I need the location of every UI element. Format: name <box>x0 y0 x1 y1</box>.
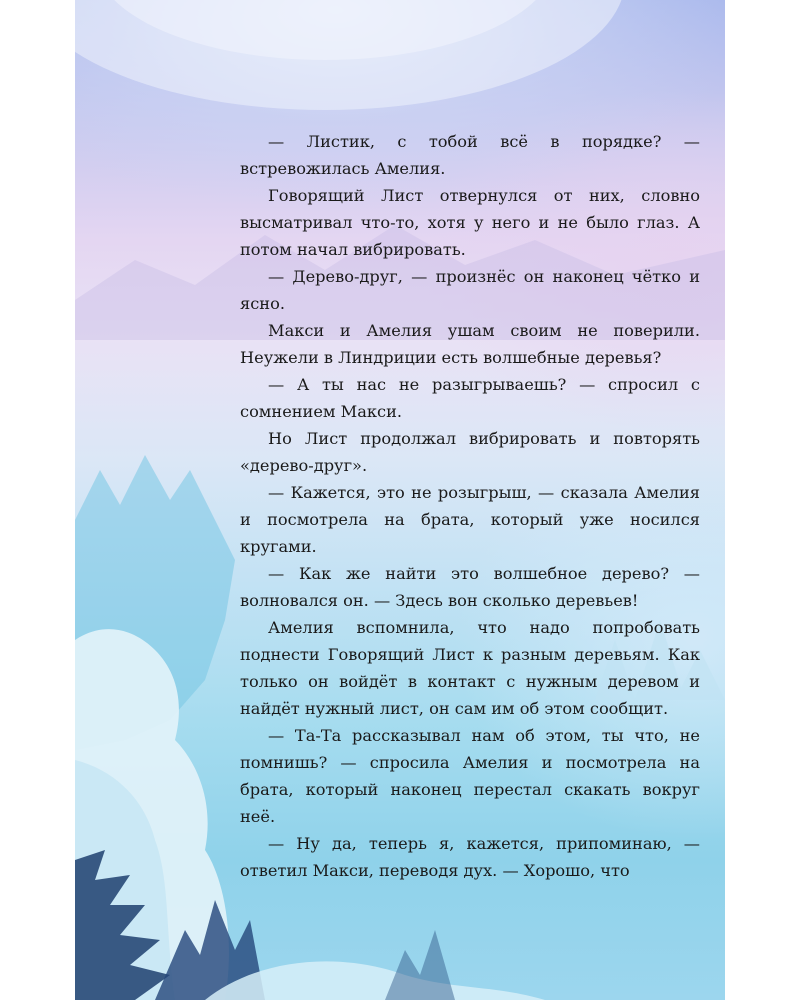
paragraph-7: — Кажется, это не розыгрыш, — сказала Амелия и посмотрела на брата, который уже носился кругами. <box>240 483 700 556</box>
paragraph-9: Амелия вспомнила, что надо попробовать поднести Говорящий Лист к разным деревьям. Как только он войдёт в контакт с нужным деревом и найдёт нужный лист, он сам им об этом сообщит. <box>240 618 700 718</box>
paragraph-2: Говорящий Лист отвернулся от них, словно высматривал что-то, хотя у него и не было глаз. А потом начал вибрировать. <box>240 186 700 259</box>
paragraph-10: — Та-Та рассказывал нам об этом, ты что, не помнишь? — спросила Амелия и посмотрела на брата, который наконец перестал скакать вокруг неё. <box>240 726 700 826</box>
dark-tree-bottom-right <box>385 930 455 1000</box>
story-text <box>240 128 700 884</box>
paragraph-6: Но Лист продолжал вибрировать и повторять «дерево-друг». <box>240 429 700 475</box>
book-page <box>75 0 725 1000</box>
paragraph-8: — Как же найти это волшебное дерево? — волновался он. — Здесь вон сколько деревьев! <box>240 564 700 610</box>
paragraph-1: — Листик, с тобой всё в порядке? — встревожилась Амелия. <box>240 132 700 178</box>
paragraph-4: Макси и Амелия ушам своим не поверили. Неужели в Линдриции есть волшебные деревья? <box>240 321 700 367</box>
paragraph-11: — Ну да, теперь я, кажется, припоминаю, — ответил Макси, переводя дух. — Хорошо, что <box>240 834 700 880</box>
paragraph-3: — Дерево-друг, — произнёс он наконец чётко и ясно. <box>240 267 700 313</box>
paragraph-5: — А ты нас не разыгрываешь? — спросил с сомнением Макси. <box>240 375 700 421</box>
